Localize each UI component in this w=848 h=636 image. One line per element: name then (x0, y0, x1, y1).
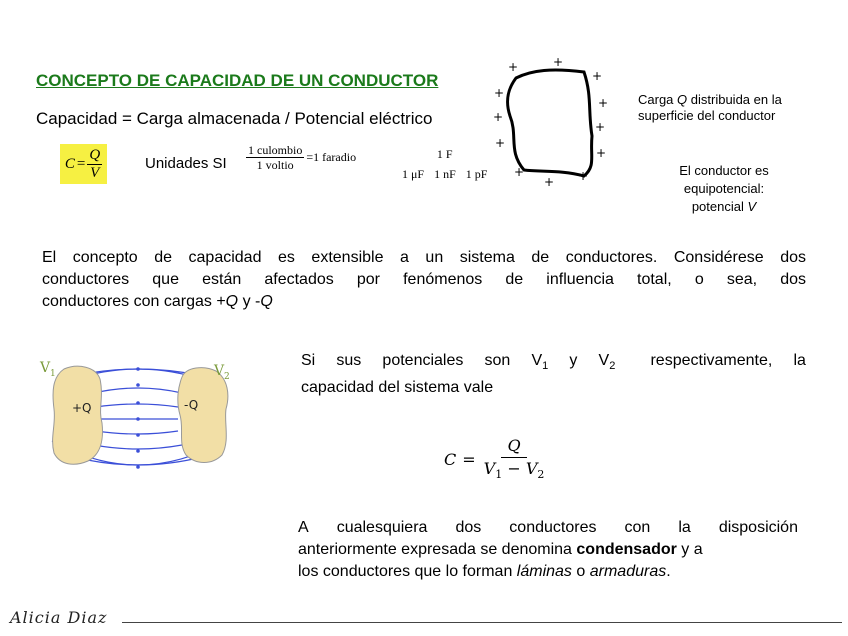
word: potenciales (382, 352, 464, 369)
paragraph-line: conductores que están afectados por fenómenos de influencia total, o sea, dos (42, 271, 806, 288)
formula-num: Q (501, 438, 526, 458)
plus-sign: + (553, 56, 564, 69)
note-text: Carga (638, 92, 678, 107)
paragraph-line: El concepto de capacidad es extensible a un sistema de conductores. Considérese dos (42, 249, 806, 266)
sub-1: 1 (542, 360, 549, 373)
formula-eq: = (462, 449, 476, 469)
formula-num: Q (89, 146, 101, 163)
system-capacity-formula (444, 438, 546, 480)
label-minus-q: -Q (184, 398, 199, 412)
units-result: =1 faradio (306, 150, 357, 164)
label-v2: V (214, 363, 225, 379)
capacity-definition: Capacidad = Carga almacenada / Potencial eléctrico (36, 109, 433, 128)
var-q: Q (260, 293, 273, 310)
text: los conductores que lo forman (298, 563, 517, 580)
plus-sign: + (595, 120, 606, 134)
word: son (484, 352, 511, 369)
den-v: V (525, 459, 538, 478)
formula-fraction (482, 438, 547, 480)
plus-sign: + (495, 136, 506, 150)
paragraph-line (298, 561, 798, 583)
word: y (569, 352, 578, 369)
text: y a (676, 541, 703, 558)
paragraph-system-intro (42, 247, 806, 313)
word: dos (455, 519, 482, 536)
formula-c: C (64, 155, 75, 172)
units-equation (246, 144, 356, 171)
two-conductor-diagram (38, 357, 238, 477)
word: la (678, 519, 691, 536)
plus-sign: + (544, 175, 555, 189)
text: y - (238, 293, 261, 310)
plus-sign: + (493, 110, 504, 124)
plus-sign: + (578, 169, 589, 183)
label-plus-q: +Q (72, 401, 92, 415)
word: sus (336, 352, 362, 369)
label-v2-sub: 2 (224, 372, 230, 382)
note-text: distribuida en la superficie del conductor (638, 92, 782, 123)
label-v1: V (40, 360, 51, 376)
term-armaduras: armaduras (589, 563, 667, 580)
charge-distribution-note (638, 92, 816, 124)
var-v: V (598, 352, 610, 369)
paragraph-line (301, 350, 806, 377)
text: anteriormente expresada se denomina (298, 541, 577, 558)
word: respectivamente, (650, 352, 773, 369)
unit-nanofarad: 1 nF (434, 167, 456, 181)
den-v: V (483, 459, 496, 478)
unit-farad: 1 F (436, 147, 453, 161)
term-condensador: condensador (576, 541, 677, 558)
plus-sign: + (514, 165, 525, 179)
paragraph-potentials (301, 350, 806, 399)
var-v: V (531, 352, 543, 369)
word (599, 350, 616, 377)
unit-microfarad: 1 μF (402, 167, 425, 181)
formula-den: V (90, 164, 100, 181)
plus-sign: + (508, 60, 519, 74)
charged-conductor-diagram (492, 56, 622, 191)
plus-sign: + (598, 96, 609, 110)
note-line: El conductor es (679, 163, 769, 178)
word: Si (301, 352, 316, 369)
conductor-outline (508, 70, 592, 176)
paragraph-line (298, 539, 798, 561)
plus-sign: + (596, 146, 607, 160)
plus-sign: + (494, 86, 505, 100)
word: la (793, 352, 806, 369)
word: A (298, 519, 309, 536)
den-sub: 1 (495, 468, 503, 482)
text: . (666, 563, 671, 580)
conductor-negative (178, 368, 228, 463)
units-den: 1 voltio (256, 158, 294, 172)
conductor-positive (53, 366, 103, 464)
units-label: Unidades SI (145, 155, 227, 172)
word: disposición (718, 519, 798, 536)
term-laminas: láminas (516, 563, 572, 580)
note-text: potencial (691, 199, 748, 214)
formula-fraction (87, 148, 102, 181)
note-line (660, 198, 788, 216)
var-q: Q (225, 293, 239, 310)
units-submultiples (402, 144, 487, 184)
slide-title: CONCEPTO DE CAPACIDAD DE UN CONDUCTOR (36, 71, 439, 90)
author-signature: Alicia Diaz (10, 608, 108, 627)
word: con (624, 519, 651, 536)
word: cualesquiera (336, 519, 428, 536)
paragraph-line (42, 293, 273, 310)
note-line: equipotencial: (683, 181, 765, 196)
units-num: 1 culombio (248, 143, 303, 157)
sub-2: 2 (609, 360, 616, 373)
word: conductores (509, 519, 597, 536)
note-var-q: Q (677, 92, 688, 107)
label-v1-sub: 1 (50, 369, 56, 379)
equipotential-note (660, 162, 788, 216)
den-minus: − (507, 459, 521, 478)
footer-divider (122, 622, 842, 623)
word (531, 350, 548, 377)
paragraph-line: capacidad del sistema vale (301, 379, 494, 397)
formula-den (482, 458, 547, 480)
plus-sign: + (592, 69, 603, 83)
unit-picofarad: 1 pF (465, 167, 488, 181)
den-sub: 2 (537, 468, 545, 482)
text: o (571, 563, 590, 580)
note-var-v: V (747, 199, 757, 214)
formula-eq: = (76, 155, 86, 172)
units-fraction (246, 144, 304, 171)
capacity-formula (60, 144, 107, 184)
text: conductores con cargas + (42, 293, 226, 310)
paragraph-line (298, 517, 798, 539)
paragraph-capacitor (298, 517, 798, 583)
formula-c: C (444, 449, 457, 469)
